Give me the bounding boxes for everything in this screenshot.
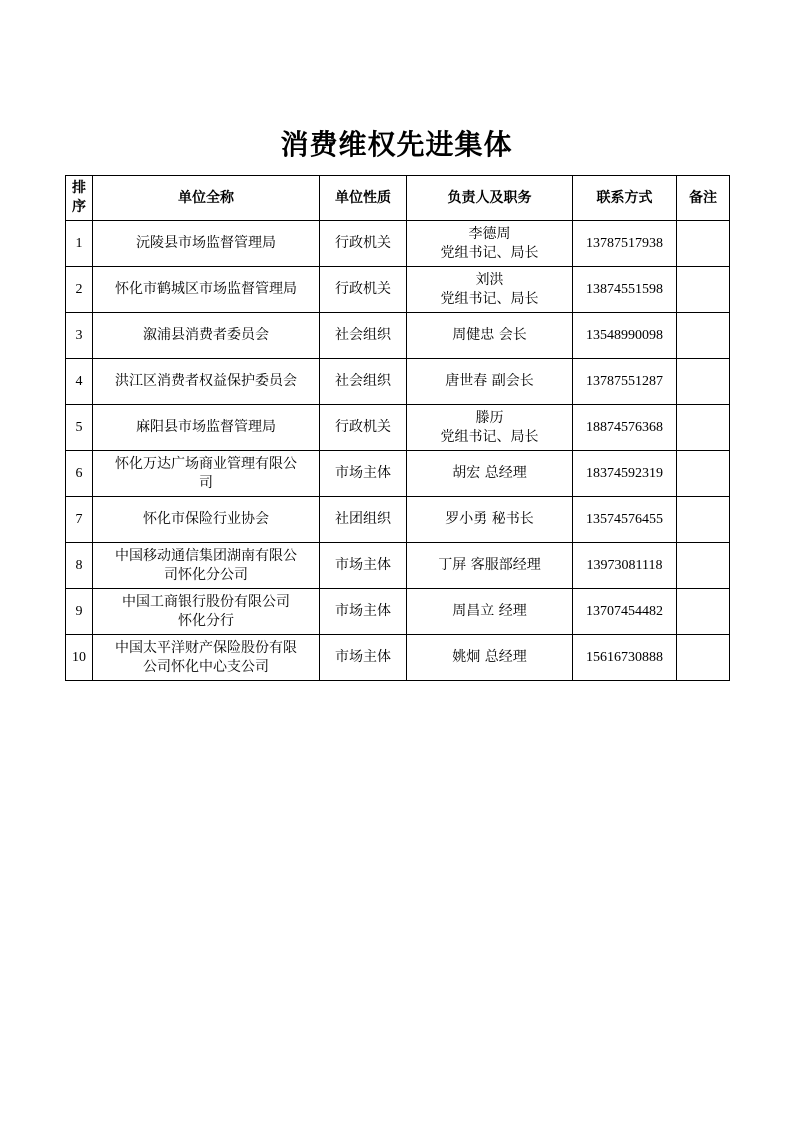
leader-cell (407, 405, 573, 451)
header-contact: 联系方式 (573, 176, 677, 221)
org-type-cell: 行政机关 (320, 267, 407, 313)
org-name-line: 怀化分行 (178, 612, 234, 629)
table-row (66, 497, 730, 543)
leader-line: 李德周 (468, 225, 511, 242)
org-type-cell: 行政机关 (320, 221, 407, 267)
header-rank-char: 序 (72, 199, 86, 215)
leader-line: 党组书记、局长 (440, 244, 539, 261)
rank-cell: 9 (66, 589, 93, 635)
rank-cell: 1 (66, 221, 93, 267)
leader-line: 罗小勇 秘书长 (445, 511, 534, 527)
rank-cell: 8 (66, 543, 93, 589)
table-row (66, 405, 730, 451)
contact-cell: 15616730888 (573, 635, 677, 681)
leader-cell (407, 497, 573, 543)
leader-cell (407, 221, 573, 267)
rank-cell: 4 (66, 359, 93, 405)
header-rank-char: 排 (72, 180, 86, 196)
table-row (66, 635, 730, 681)
leader-line: 党组书记、局长 (440, 290, 539, 307)
contact-cell: 13787517938 (573, 221, 677, 267)
org-name-cell (93, 497, 320, 543)
org-name-line: 公司怀化中心支公司 (143, 658, 269, 675)
table-header-row (66, 176, 730, 221)
org-name-line: 司 (199, 474, 213, 491)
remarks-cell (677, 451, 730, 497)
rank-cell: 6 (66, 451, 93, 497)
leader-line: 姚炯 总经理 (452, 649, 527, 665)
table-row (66, 589, 730, 635)
leader-line: 胡宏 总经理 (452, 465, 527, 481)
org-name-line: 麻阳县市场监督管理局 (136, 419, 276, 435)
contact-cell: 18874576368 (573, 405, 677, 451)
header-rank (66, 176, 93, 221)
org-name-line: 中国太平洋财产保险股份有限 (115, 639, 297, 656)
leader-cell (407, 543, 573, 589)
contact-cell: 13707454482 (573, 589, 677, 635)
table-row (66, 359, 730, 405)
org-name-cell (93, 405, 320, 451)
org-type-cell: 社团组织 (320, 497, 407, 543)
header-leader: 负责人及职务 (407, 176, 573, 221)
leader-line: 周健忠 会长 (452, 327, 527, 343)
org-name-cell (93, 543, 320, 589)
org-type-cell: 行政机关 (320, 405, 407, 451)
org-name-cell (93, 635, 320, 681)
leader-line: 党组书记、局长 (440, 428, 539, 445)
header-org-type: 单位性质 (320, 176, 407, 221)
org-name-cell (93, 267, 320, 313)
page-title: 消费维权先进集体 (280, 128, 513, 161)
table-row (66, 313, 730, 359)
org-name-line: 溆浦县消费者委员会 (143, 327, 269, 343)
header-org-name: 单位全称 (93, 176, 320, 221)
header-remarks: 备注 (677, 176, 730, 221)
table-row (66, 267, 730, 313)
org-type-cell: 市场主体 (320, 589, 407, 635)
contact-cell: 13787551287 (573, 359, 677, 405)
remarks-cell (677, 497, 730, 543)
leader-line: 周昌立 经理 (452, 603, 527, 619)
table-body (66, 221, 730, 681)
org-type-cell: 市场主体 (320, 451, 407, 497)
leader-cell (407, 635, 573, 681)
leader-cell (407, 451, 573, 497)
remarks-cell (677, 313, 730, 359)
org-name-line: 怀化市保险行业协会 (143, 511, 269, 527)
org-name-line: 中国工商银行股份有限公司 (122, 593, 290, 610)
leader-cell (407, 589, 573, 635)
leader-cell (407, 313, 573, 359)
honor-roster-table (65, 175, 730, 681)
remarks-cell (677, 589, 730, 635)
org-type-cell: 社会组织 (320, 313, 407, 359)
org-type-cell: 市场主体 (320, 543, 407, 589)
leader-cell (407, 267, 573, 313)
rank-cell: 2 (66, 267, 93, 313)
leader-cell (407, 359, 573, 405)
org-name-line: 中国移动通信集团湖南有限公 (115, 547, 297, 564)
contact-cell: 18374592319 (573, 451, 677, 497)
table-row (66, 451, 730, 497)
org-name-line: 怀化市鹤城区市场监督管理局 (115, 281, 297, 297)
remarks-cell (677, 635, 730, 681)
org-name-line: 沅陵县市场监督管理局 (136, 235, 276, 251)
remarks-cell (677, 267, 730, 313)
org-name-cell (93, 221, 320, 267)
rank-cell: 5 (66, 405, 93, 451)
contact-cell: 13973081118 (573, 543, 677, 589)
rank-cell: 3 (66, 313, 93, 359)
leader-line: 丁屏 客服部经理 (438, 557, 541, 573)
org-name-line: 怀化万达广场商业管理有限公 (115, 455, 297, 472)
org-name-cell (93, 313, 320, 359)
org-name-cell (93, 589, 320, 635)
contact-cell: 13574576455 (573, 497, 677, 543)
remarks-cell (677, 221, 730, 267)
leader-line: 唐世春 副会长 (445, 373, 534, 389)
org-name-line: 洪江区消费者权益保护委员会 (115, 373, 297, 389)
remarks-cell (677, 405, 730, 451)
remarks-cell (677, 543, 730, 589)
contact-cell: 13548990098 (573, 313, 677, 359)
leader-line: 滕历 (475, 409, 504, 426)
leader-line: 刘洪 (475, 271, 504, 288)
org-name-line: 司怀化分公司 (164, 566, 248, 583)
org-type-cell: 市场主体 (320, 635, 407, 681)
contact-cell: 13874551598 (573, 267, 677, 313)
table-row (66, 543, 730, 589)
rank-cell: 7 (66, 497, 93, 543)
remarks-cell (677, 359, 730, 405)
table-row (66, 221, 730, 267)
org-name-cell (93, 359, 320, 405)
org-name-cell (93, 451, 320, 497)
org-type-cell: 社会组织 (320, 359, 407, 405)
rank-cell: 10 (66, 635, 93, 681)
